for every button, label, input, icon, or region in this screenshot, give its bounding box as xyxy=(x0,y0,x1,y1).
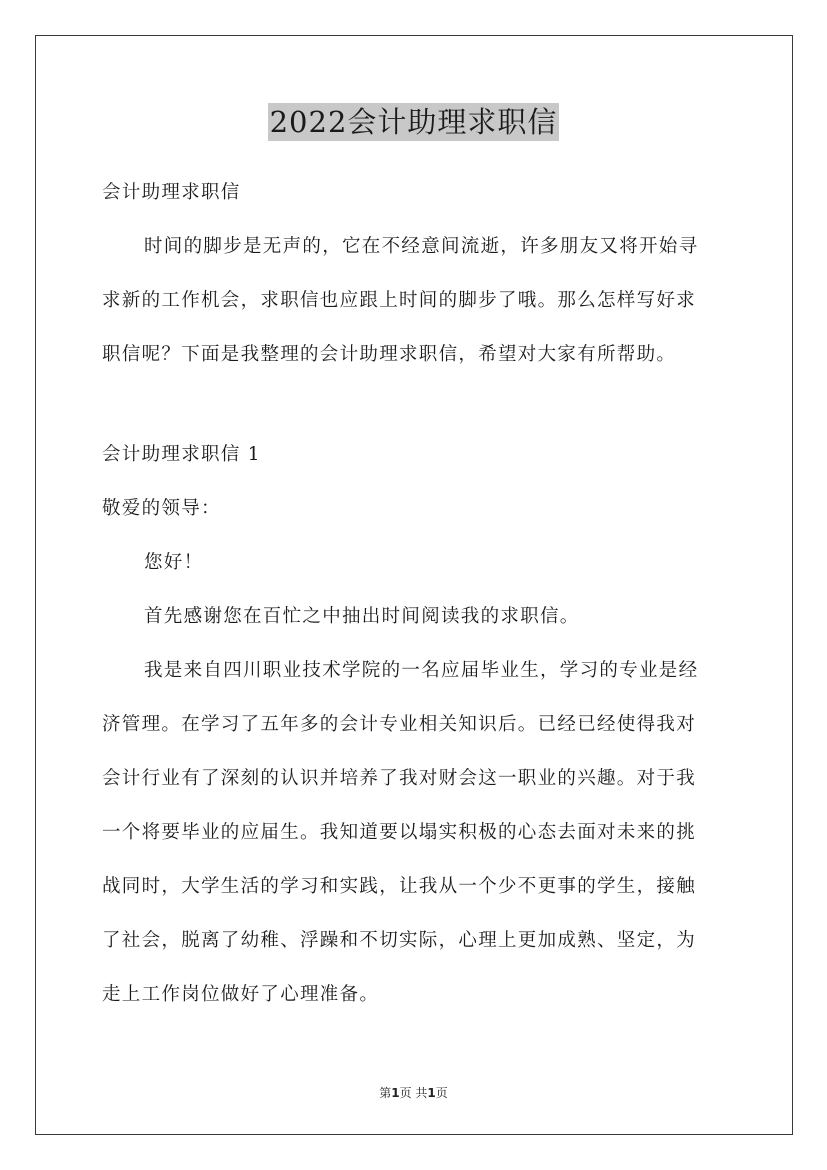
footer-prefix: 第 xyxy=(379,1086,392,1100)
intro-paragraph xyxy=(102,229,728,373)
salutation: 敬爱的领导： xyxy=(102,498,221,519)
para-line: 走上工作岗位做好了心理准备。 xyxy=(102,984,380,1005)
para-line: 济管理。在学习了五年多的会计专业相关知识后。已经已经使得我对 xyxy=(102,714,697,735)
paragraph-thanks: 首先感谢您在百忙之中抽出时间阅读我的求职信。 xyxy=(144,606,580,627)
footer-total-pages: 1 xyxy=(427,1086,436,1100)
document-title: 2022会计助理求职信 xyxy=(269,105,558,139)
paragraph-introduction xyxy=(102,653,728,1013)
intro-line: 职信呢？下面是我整理的会计助理求职信，希望对大家有所帮助。 xyxy=(102,344,677,365)
para-line: 我是来自四川职业技术学院的一名应届毕业生，学习的专业是经 xyxy=(144,660,699,681)
para-line: 战同时，大学生活的学习和实践，让我从一个少不更事的学生，接触 xyxy=(102,876,697,897)
document-body xyxy=(102,175,728,1013)
title-container xyxy=(0,103,827,141)
footer-current-page: 1 xyxy=(391,1086,400,1100)
para-line: 了社会，脱离了幼稚、浮躁和不切实际，心理上更加成熟、坚定，为 xyxy=(102,930,697,951)
para-line: 一个将要毕业的应届生。我知道要以塌实积极的心态去面对未来的挑 xyxy=(102,822,697,843)
section-heading: 会计助理求职信 1 xyxy=(102,444,261,465)
intro-line: 时间的脚步是无声的，它在不经意间流逝，许多朋友又将开始寻 xyxy=(144,236,699,257)
para-line: 会计行业有了深刻的认识并培养了我对财会这一职业的兴趣。对于我 xyxy=(102,768,697,789)
document-subtitle: 会计助理求职信 xyxy=(102,182,241,203)
intro-line: 求新的工作机会，求职信也应跟上时间的脚步了哦。那么怎样写好求 xyxy=(102,290,697,311)
page-footer xyxy=(0,1084,827,1101)
footer-suffix: 页 xyxy=(435,1086,448,1100)
greeting: 您好！ xyxy=(144,552,204,573)
footer-mid: 页 共 xyxy=(399,1086,428,1100)
